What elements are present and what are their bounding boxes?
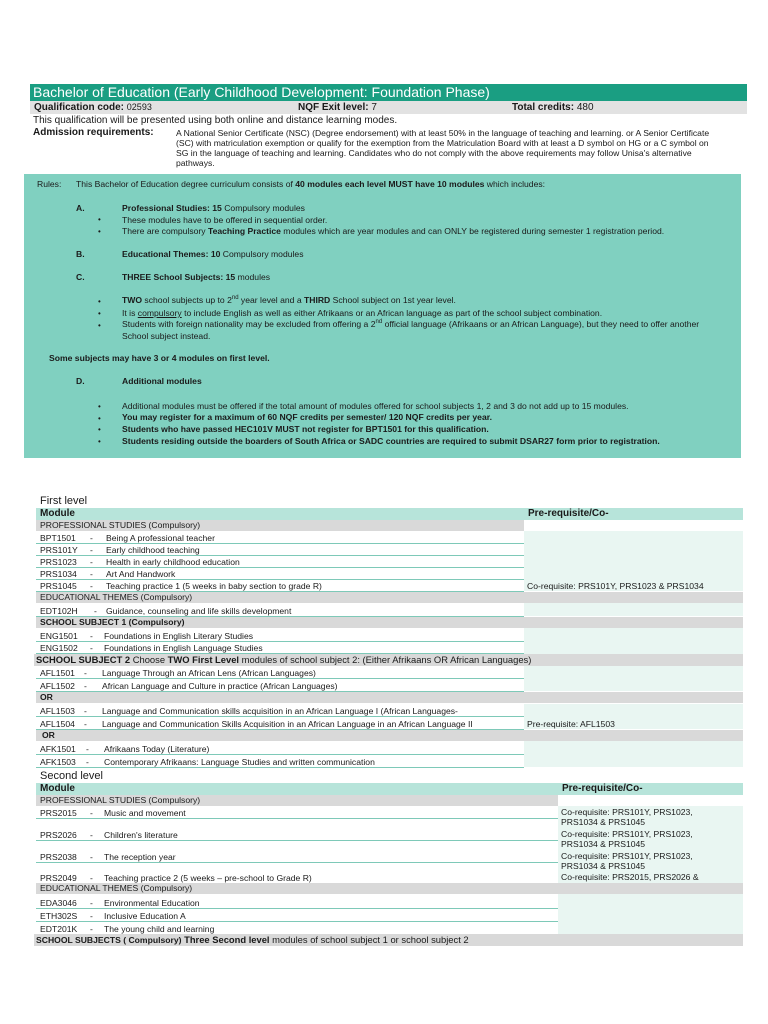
rules-a-bullet-2: There are compulsory Teaching Practice modules which are year modules and can ONLY be registered during semester 1 registration period. [122, 226, 665, 236]
credits-value: 480 [576, 102, 594, 113]
col-module: Module [40, 783, 75, 794]
row-divider [36, 767, 524, 768]
module-dash: - [90, 830, 93, 840]
module-code: ENG1501 [40, 631, 78, 641]
module-prereq: PRS1034 & PRS1045 [561, 839, 646, 849]
module-dash: - [84, 681, 87, 691]
col-prereq: Pre-requisite/Co- [528, 508, 609, 519]
module-prereq: Co-requisite: PRS101Y, PRS1023, [561, 807, 693, 817]
module-code: AFK1503 [40, 757, 76, 767]
module-name: Language and Communication skills acquisition in an African Language I (African Languages- [102, 706, 458, 716]
module-code: BPT1501 [40, 533, 76, 543]
module-name: Contemporary Afrikaans: Language Studies and written communication [104, 757, 375, 767]
rules-a-letter: A. [76, 203, 85, 213]
rules-intro: This Bachelor of Education degree curriculum consists of 40 modules each level MUST have 10 modules which includes: [76, 179, 546, 189]
module-dash: - [86, 744, 89, 754]
row-divider [36, 840, 558, 841]
module-name: Being A professional teacher [106, 533, 215, 543]
module-prereq: Co-requisite: PRS101Y, PRS1023, [561, 851, 693, 861]
module-code: EDT102H [40, 606, 78, 616]
module-code: PRS101Y [40, 545, 78, 555]
section-header-professional: PROFESSIONAL STUDIES (Compulsory) [36, 520, 524, 531]
module-prereq: PRS1034 & PRS1045 [561, 861, 646, 871]
row-divider [36, 908, 558, 909]
module-prereq: Co-requisite: PRS2015, PRS2026 & [561, 872, 699, 882]
rules-c-bullet-3: Students with foreign nationality may be excluded from offering a 2nd official language (Afrikaans or an African Language), but they need to offer another [122, 319, 700, 329]
module-name: Afrikaans Today (Literature) [104, 744, 210, 754]
module-dash: - [90, 924, 93, 934]
row-divider [36, 678, 524, 679]
module-dash: - [84, 668, 87, 678]
presentation-note: This qualification will be presented using both online and distance learning modes. [33, 115, 398, 126]
row-divider [36, 921, 558, 922]
afl1504-prereq: Pre-requisite: AFL1503 [527, 719, 615, 729]
module-code: AFL1503 [40, 706, 75, 716]
bullet-icon: • [98, 414, 101, 423]
module-code: PRS2049 [40, 873, 77, 883]
module-code: PRS2026 [40, 830, 77, 840]
module-dash: - [90, 852, 93, 862]
rules-a-heading: Professional Studies: 15 Compulsory modules [122, 203, 305, 213]
module-name: Environmental Education [104, 898, 200, 908]
rules-d-bullet-3: Students who have passed HEC101V MUST not register for BPT1501 for this qualification. [122, 424, 489, 434]
module-name: Language Through an African Lens (African Languages) [102, 668, 316, 678]
module-code: AFL1501 [40, 668, 75, 678]
bullet-icon: • [98, 227, 101, 236]
qualification-row [30, 101, 747, 114]
or-divider-1: OR [36, 692, 743, 703]
module-dash: - [90, 911, 93, 921]
section-header-school-subjects-2: SCHOOL SUBJECTS ( Compulsory) Three Second level modules of school subject 1 or school subject 2 [34, 934, 743, 946]
prs1045-prereq: Co-requisite: PRS101Y, PRS1023 & PRS1034 [527, 581, 704, 591]
module-code: AFL1502 [40, 681, 75, 691]
module-code: ETH302S [40, 911, 78, 921]
nqf-label: NQF Exit level: [298, 102, 369, 113]
module-name: Foundations in English Literary Studies [104, 631, 254, 641]
bullet-icon: • [98, 425, 101, 434]
module-name: Health in early childhood education [106, 557, 240, 567]
module-dash: - [84, 719, 87, 729]
module-dash: - [90, 569, 93, 579]
rules-c-bullet-2: It is compulsory to include English as well as either Afrikaans or an African language as part of the school subject combination. [122, 308, 603, 318]
module-dash: - [90, 557, 93, 567]
module-name: The young child and learning [104, 924, 215, 934]
rules-label: Rules: [37, 179, 62, 189]
nqf-value: 7 [371, 102, 377, 113]
module-name: Language and Communication Skills Acquisition in an African Language in an African Language II [102, 719, 473, 729]
module-name: Guidance, counseling and life skills development [106, 606, 292, 616]
row-divider [36, 862, 558, 863]
module-dash: - [86, 757, 89, 767]
module-code: PRS1034 [40, 569, 77, 579]
rules-b-heading: Educational Themes: 10 Compulsory modules [122, 249, 304, 259]
rules-box [24, 174, 741, 458]
rules-d-bullet-2: You may register for a maximum of 60 NQF credits per semester/ 120 NQF credits per year. [122, 412, 493, 422]
first-level-heading: First level [40, 495, 88, 507]
col-module: Module [40, 508, 75, 519]
module-code: AFK1501 [40, 744, 76, 754]
rules-a-bullet-1: These modules have to be offered in sequential order. [122, 215, 328, 225]
module-dash: - [90, 581, 93, 591]
row-divider [36, 716, 524, 717]
rules-d-heading: Additional modules [122, 376, 202, 386]
module-code: AFL1504 [40, 719, 75, 729]
module-dash: - [90, 808, 93, 818]
module-code: PRS2015 [40, 808, 77, 818]
module-name: Foundations in English Language Studies [104, 643, 263, 653]
rules-c-letter: C. [76, 272, 85, 282]
bullet-icon: • [98, 402, 101, 411]
first-level-table-header [36, 508, 743, 520]
module-name: Inclusive Education A [104, 911, 186, 921]
rules-b-letter: B. [76, 249, 85, 259]
module-dash: - [90, 873, 93, 883]
module-code: EDT201K [40, 924, 78, 934]
some-subjects-note: Some subjects may have 3 or 4 modules on first level. [49, 353, 270, 363]
rules-d-bullet-4: Students residing outside the boarders of South Africa or SADC countries are required to submit DSAR27 form prior to registration. [122, 436, 660, 446]
bullet-icon: • [98, 437, 101, 446]
bullet-icon: • [98, 215, 101, 224]
section-header-professional-2: PROFESSIONAL STUDIES (Compulsory) [36, 795, 558, 806]
module-prereq: Co-requisite: PRS101Y, PRS1023, [561, 829, 693, 839]
rules-c-bullet-1: TWO school subjects up to 2nd year level and a THIRD School subject on 1st year level. [122, 295, 456, 305]
col-prereq: Pre-requisite/Co- [562, 783, 643, 794]
module-name: African Language and Culture in practice (African Languages) [102, 681, 338, 691]
bullet-icon: • [98, 321, 101, 330]
module-name: Early childhood teaching [106, 545, 200, 555]
row-divider [36, 818, 558, 819]
or-divider-2: OR [36, 730, 743, 741]
module-code: ENG1502 [40, 643, 78, 653]
rules-d-bullet-1: Additional modules must be offered if the total amount of modules offered for school subjects 1, 2 and 3 do not add up to 15 modules. [122, 401, 629, 411]
qualification-code-label: Qualification code: [34, 102, 125, 113]
admission-label: Admission requirements: [33, 127, 154, 138]
admission-text: A National Senior Certificate (NSC) (Degree endorsement) with at least 50% in the language of teaching and learning. or A Senior Certificate (SC) with matriculation exemption or qualify for the exemption from the Matriculation Board with at least a D symbol on HG or a C symbol on SG in the language of teaching and learning. Candidates who do not comply with the above requirements may follow Unisa's alternative pathways. [176, 128, 710, 168]
bullet-icon: • [98, 309, 101, 318]
module-dash: - [90, 643, 93, 653]
module-dash: - [94, 606, 97, 616]
module-dash: - [90, 898, 93, 908]
bullet-icon: • [98, 297, 101, 306]
module-prereq: PRS1034 & PRS1045 [561, 817, 646, 827]
module-name: Art And Handwork [106, 569, 176, 579]
module-name: The reception year [104, 852, 176, 862]
module-code: PRS1045 [40, 581, 77, 591]
module-name: Music and movement [104, 808, 186, 818]
module-dash: - [90, 533, 93, 543]
second-level-heading: Second level [40, 770, 103, 782]
section-header-educational-2: EDUCATIONAL THEMES (Compulsory) [36, 883, 743, 894]
page-title: Bachelor of Education (Early Childhood Development: Foundation Phase) [30, 84, 747, 101]
second-level-table-header [36, 783, 743, 795]
section-header-school-subject-1: SCHOOL SUBJECT 1 (Compulsory) [36, 617, 743, 628]
module-dash: - [90, 631, 93, 641]
qualification-code-value: 02593 [126, 102, 152, 112]
module-code: PRS2038 [40, 852, 77, 862]
module-dash: - [84, 706, 87, 716]
module-code: PRS1023 [40, 557, 77, 567]
module-code: EDA3046 [40, 898, 77, 908]
module-name: Teaching practice 1 (5 weeks in baby section to grade R) [106, 581, 322, 591]
credits-label: Total credits: [512, 102, 575, 113]
rules-c-bullet-3-cont: School subject instead. [122, 331, 211, 341]
module-dash: - [90, 545, 93, 555]
rules-c-heading: THREE School Subjects: 15 modules [122, 272, 271, 282]
rules-d-letter: D. [76, 376, 85, 386]
section-header-educational: EDUCATIONAL THEMES (Compulsory) [36, 592, 743, 603]
module-name: Teaching practice 2 (5 weeks – pre-school to Grade R) [104, 873, 312, 883]
section-header-school-subject-2: SCHOOL SUBJECT 2 Choose TWO First Level modules of school subject 2: (Either Afrikaans OR African Languages) [34, 654, 743, 666]
module-name: Children's literature [104, 830, 178, 840]
row-divider [36, 754, 524, 755]
